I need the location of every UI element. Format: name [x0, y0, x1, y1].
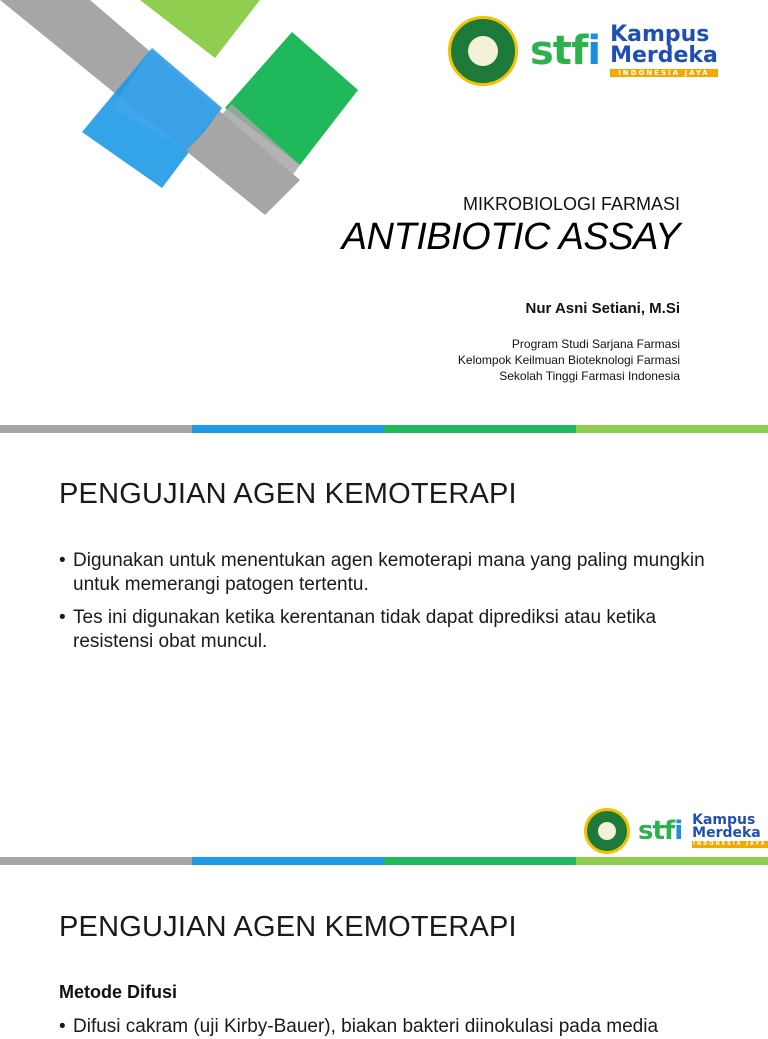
course-subtitle: MIKROBIOLOGI FARMASI: [462, 194, 680, 214]
bullet-list: [59, 549, 719, 663]
kampus-merdeka-logo: Kampus Merdeka INDONESIA JAYA: [610, 21, 718, 77]
slide-divider: [0, 857, 768, 865]
light-green-square: [140, 0, 260, 58]
slide-divider: [0, 425, 768, 433]
affiliation-line: Program Studi Sarjana Farmasi: [511, 337, 680, 351]
stfi-seal-logo: [584, 808, 630, 854]
bullet-item: • Digunakan untuk menentukan agen kemoterapi mana yang paling mungkin untuk memerangi patogen tertentu.: [59, 549, 719, 597]
slide-title: PENGUJIAN AGEN KEMOTERAPI: [59, 478, 517, 510]
stfi-logo: stfi: [530, 28, 601, 74]
presentation-title: ANTIBIOTIC ASSAY: [341, 216, 680, 258]
section-heading: Metode Difusi: [59, 982, 178, 1002]
decorative-squares: [0, 0, 380, 230]
stfi-logo: stfi: [638, 816, 683, 846]
bullet-item: • Tes ini digunakan ketika kerentanan tidak dapat diprediksi atau ketika resistensi obat muncul.: [59, 606, 719, 654]
stfi-seal-logo: [448, 16, 518, 86]
header-logos: [448, 14, 718, 88]
kampus-merdeka-logo: Kampus Merdeka INDONESIA JAYA: [692, 811, 767, 848]
content-slide: [0, 433, 768, 857]
content-slide: [0, 865, 768, 1037]
title-slide: [0, 0, 768, 425]
author-name: Nur Asni Setiani, M.Si: [525, 300, 680, 317]
affiliation-line: Sekolah Tinggi Farmasi Indonesia: [499, 369, 680, 383]
affiliation-line: Kelompok Keilmuan Bioteknologi Farmasi: [457, 353, 680, 367]
footer-logos: [584, 806, 768, 856]
bullet-item: • Difusi cakram (uji Kirby-Bauer), biakan bakteri diinokulasi pada media: [59, 1015, 658, 1039]
slide-title: PENGUJIAN AGEN KEMOTERAPI: [59, 911, 517, 943]
affiliation-block: [458, 336, 680, 384]
